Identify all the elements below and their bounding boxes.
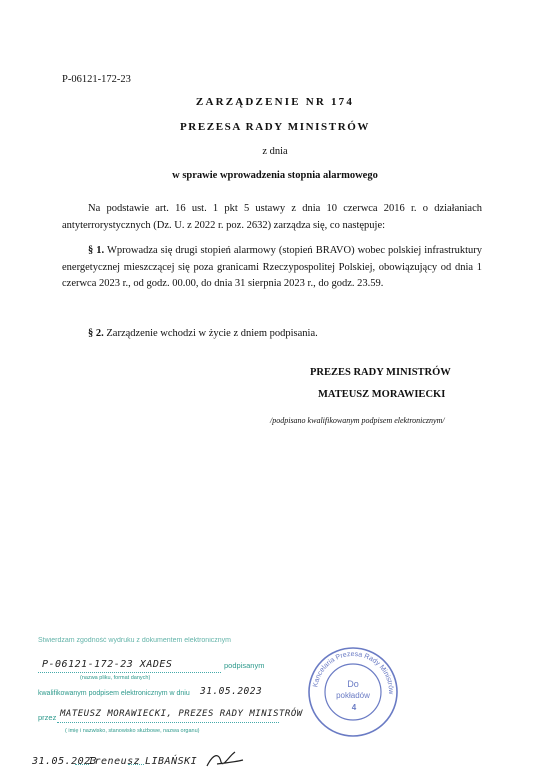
seal-inner-line-1: Do bbox=[347, 679, 359, 689]
signature-name: MATEUSZ MORAWIECKI bbox=[318, 389, 446, 400]
handwritten-bottom-surname: LIBAŃSKI bbox=[145, 756, 198, 767]
certification-filename-hint: (nazwa pliku, format danych) bbox=[80, 675, 151, 681]
official-seal-icon bbox=[306, 645, 400, 739]
handwritten-person: MATEUSZ MORAWIECKI, PREZES RADY MINISTRÓW bbox=[60, 709, 303, 719]
handwritten-filename: P-06121-172-23 XADES bbox=[42, 659, 173, 670]
certification-person-line bbox=[57, 722, 279, 723]
handwritten-bottom-date: 31.05.2023 bbox=[32, 756, 98, 767]
dotted-separator bbox=[128, 764, 144, 765]
certification-line-3: kwalifikowanym podpisem elektronicznym w dniu bbox=[38, 690, 190, 697]
section-2-mark: § 2. bbox=[88, 328, 104, 339]
document-date-line: z dnia bbox=[262, 146, 288, 157]
certification-signed-label: podpisanym bbox=[224, 661, 265, 670]
dotted-separator bbox=[75, 764, 89, 765]
seal-inner-number: 4 bbox=[351, 703, 357, 712]
section-2 bbox=[62, 326, 482, 343]
handwritten-bottom-name: Ireneusz bbox=[88, 756, 141, 767]
signature-note: /podpisano kwalifikowanym podpisem elektronicznym/ bbox=[270, 416, 445, 425]
section-1-mark: § 1. bbox=[88, 245, 105, 256]
handwritten-signature-icon bbox=[205, 748, 245, 770]
section-1 bbox=[62, 243, 482, 293]
document-title: ZARZĄDZENIE NR 174 bbox=[195, 96, 355, 108]
signature-title: PREZES RADY MINISTRÓW bbox=[310, 367, 451, 378]
document-subject: w sprawie wprowadzenia stopnia alarmowego bbox=[172, 170, 378, 181]
document-reference: P-06121-172-23 bbox=[62, 74, 131, 85]
seal-inner-line-2: pokładów bbox=[336, 691, 370, 700]
section-2-text: Zarządzenie wchodzi w życie z dniem podpisania. bbox=[103, 328, 318, 339]
preamble: Na podstawie art. 16 ust. 1 pkt 5 ustawy z dnia 10 czerwca 2016 r. o działaniach antyterrorystycznych (Dz. U. z 2022 r. poz. 2632) zarządza się, co następuje: bbox=[62, 203, 482, 231]
certification-by-label: przez bbox=[38, 713, 57, 722]
certification-line-1: Stwierdzam zgodność wydruku z dokumentem elektronicznym bbox=[38, 637, 231, 644]
section-1-text: Wprowadza się drugi stopień alarmowy (stopień BRAVO) wobec polskiej infrastruktury energetycznej mieszczącej się poza granicami Rzeczypospolitej Polskiej, obowiązujący od dnia 1 czerwca 2023 r., od godz. 00.00, do dnia 31 sierpnia 2023 r., do godz. 23.59. bbox=[62, 245, 482, 289]
document-issuer: PREZESA RADY MINISTRÓW bbox=[179, 121, 371, 133]
seal-outer-text: Kancelaria Prezesa Rady Ministrów bbox=[312, 650, 395, 695]
handwritten-date: 31.05.2023 bbox=[200, 686, 263, 697]
certification-person-hint: ( imię i nazwisko, stanowisko służbowe, nazwa organu) bbox=[65, 728, 200, 734]
